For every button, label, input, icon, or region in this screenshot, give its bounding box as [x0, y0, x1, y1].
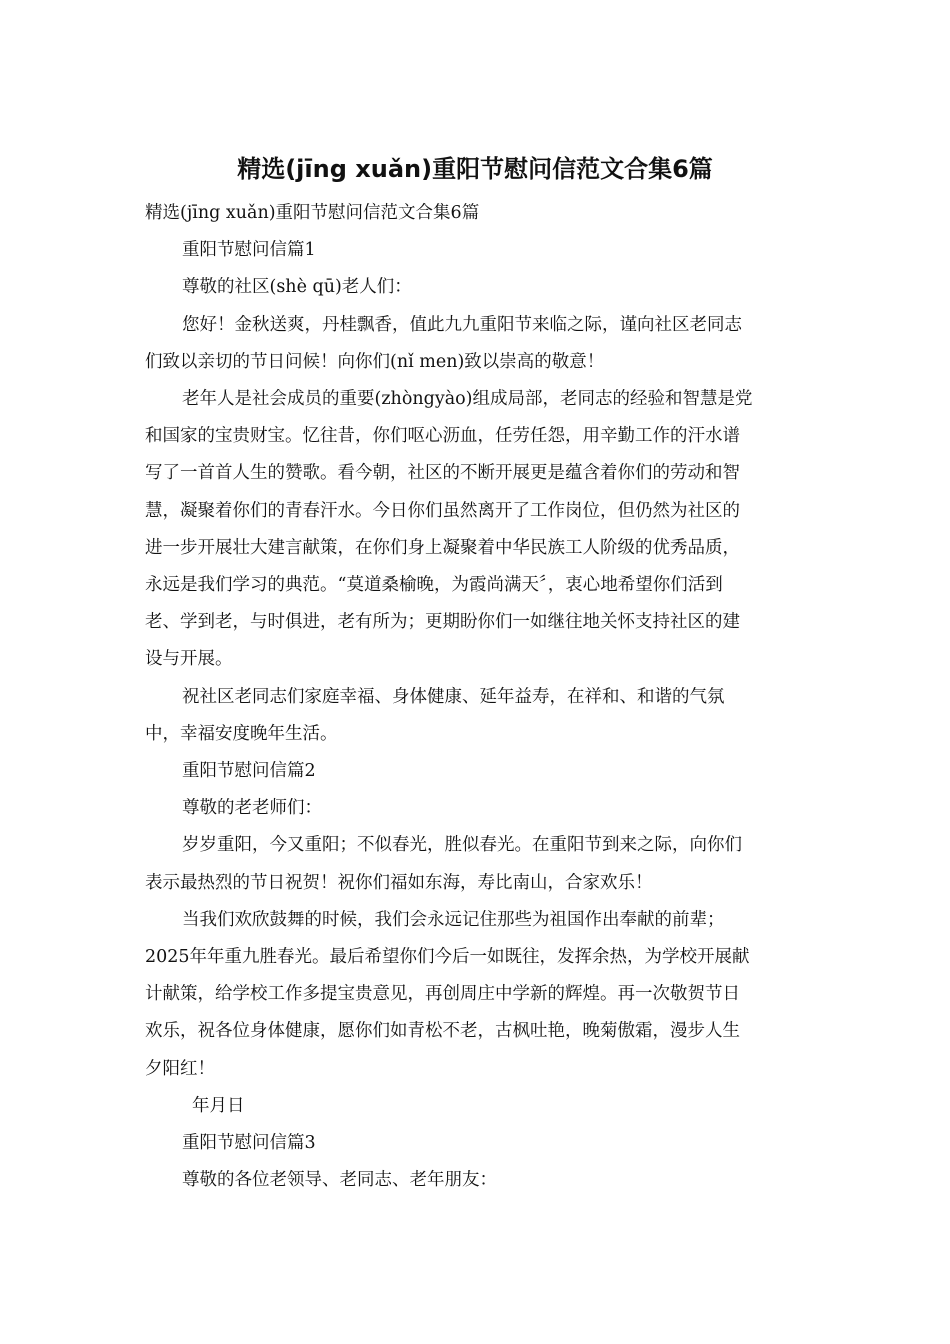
- paragraph-line: 写了一首首人生的赞歌。看今朝，社区的不断开展更是蕴含着你们的劳动和智: [145, 463, 740, 484]
- paragraph-line: 永远是我们学习的典范。“莫道桑榆晚，为霞尚满天〞，衷心地希望你们活到: [145, 575, 723, 596]
- subtitle-line: 精选(jīng xuǎn)重阳节慰问信范文合集6篇: [145, 203, 480, 223]
- document-body: [145, 195, 805, 1199]
- paragraph-line: 中，幸福安度晚年生活。: [145, 723, 338, 744]
- paragraph-line: 和国家的宝贵财宝。忆往昔，你们呕心沥血，任劳任怨，用辛勤工作的汗水谱: [145, 426, 740, 447]
- paragraph-line: 老年人是社会成员的重要(zhòngyào)组成局部，老同志的经验和智慧是党: [182, 389, 753, 410]
- paragraph-line: 们致以亲切的节日问候！向你们(nǐ men)致以崇高的敬意！: [145, 351, 605, 372]
- paragraph-line: 设与开展。: [145, 649, 233, 670]
- paragraph-line: 您好！金秋送爽，丹桂飘香，值此九九重阳节来临之际，谨向社区老同志: [182, 314, 742, 335]
- paragraph-line: 进一步开展壮大建言献策，在你们身上凝聚着中华民族工人阶级的优秀品质，: [145, 537, 740, 558]
- paragraph-line: 夕阳红！: [145, 1058, 215, 1079]
- salutation-1: 尊敬的社区(shè qū)老人们：: [182, 277, 412, 298]
- document-title: 精选(jīng xuǎn)重阳节慰问信范文合集6篇: [237, 155, 713, 183]
- paragraph-line: 欢乐，祝各位身体健康，愿你们如青松不老，古枫吐艳，晚菊傲霜，漫步人生: [145, 1021, 740, 1042]
- paragraph-line: 计献策，给学校工作多提宝贵意见，再创周庄中学新的辉煌。再一次敬贺节日: [145, 984, 740, 1005]
- paragraph-line: 慧，凝聚着你们的青春汗水。今日你们虽然离开了工作岗位，但仍然为社区的: [145, 500, 740, 521]
- paragraph-line: 老、学到老，与时俱进，老有所为；更期盼你们一如继往地关怀支持社区的建: [145, 612, 740, 633]
- section-heading-3: 重阳节慰问信篇3: [182, 1133, 316, 1154]
- paragraph-line: 岁岁重阳，今又重阳；不似春光，胜似春光。在重阳节到来之际，向你们: [182, 835, 742, 856]
- section-heading-1: 重阳节慰问信篇1: [182, 240, 316, 261]
- paragraph-line: 当我们欢欣鼓舞的时候，我们会永远记住那些为祖国作出奉献的前辈；: [182, 909, 725, 930]
- salutation-2: 尊敬的老老师们：: [182, 798, 322, 819]
- paragraph-line: 2025年年重九胜春光。最后希望你们今后一如既往，发挥余热，为学校开展献: [145, 947, 750, 968]
- paragraph-line: 祝社区老同志们家庭幸福、身体健康、延年益寿，在祥和、和谐的气氛: [182, 686, 725, 707]
- date-line: 年月日: [192, 1095, 245, 1116]
- paragraph-line: 表示最热烈的节日祝贺！祝你们福如东海，寿比南山，合家欢乐！: [145, 872, 653, 893]
- salutation-3: 尊敬的各位老领导、老同志、老年朋友：: [182, 1170, 497, 1191]
- section-heading-2: 重阳节慰问信篇2: [182, 761, 316, 782]
